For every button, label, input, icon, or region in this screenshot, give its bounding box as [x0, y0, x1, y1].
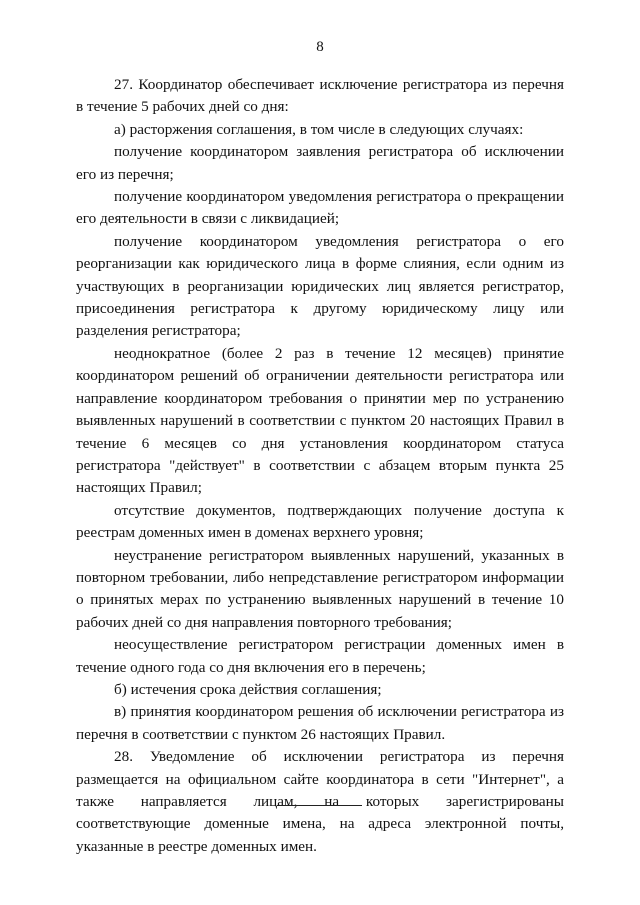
case-liquidation: получение координатором уведомления регистратора о прекращении его деятельности в связи с ликвидацией;	[76, 188, 564, 228]
case-missing-documents: отсутствие документов, подтверждающих получение доступа к реестрам доменных имен в доменах верхнего уровня;	[76, 501, 564, 542]
page-number: 8	[316, 39, 324, 55]
case-uncorrected-violations: неустранение регистратором выявленных нарушений, указанных в повторном требовании, либо непредставление регистратором информации о принятых мерах по устранению выявленных нарушений в течение 10 рабочих дней со дня направления повторного требования;	[76, 546, 564, 631]
case-repeated-restrictions: неоднократное (более 2 раз в течение 12 месяцев) принятие координатором решений об ограничении деятельности регистратора или направление координатором требования о принятии мер по устранению выявленных нарушений в соответствии с пунктом 20 настоящих Правил в течение 6 месяцев со дня установления координатором статуса регистратора "действует" в соответствии с абзацем вторым пункта 25 настоящих Правил;	[76, 344, 564, 497]
document-body	[76, 74, 564, 858]
clause-28: 28. Уведомление об исключении регистратора из перечня размещается на официальном сайте координатора в сети "Интернет", а также направляется лицам, на которых зарегистрированы соответствующие доменные имена, на адреса электронной почты, указанные в реестре доменных имен.	[76, 748, 564, 855]
case-reorganization: получение координатором уведомления регистратора о его реорганизации как юридического лица в форме слияния, если одним из участвующих в реорганизации юридических лиц является регистратор, присоединения регистратора к другому юридическому лицу или разделения регистратора;	[76, 232, 564, 340]
subclause-b: б) истечения срока действия соглашения;	[114, 680, 382, 698]
footer-divider	[277, 805, 362, 806]
subclause-c: в) принятия координатором решения об исключении регистратора из перечня в соответствии с пунктом 26 настоящих Правил.	[76, 703, 564, 743]
case-registrar-request: получение координатором заявления регистратора об исключении его из перечня;	[76, 143, 564, 183]
subclause-a: а) расторжения соглашения, в том числе в следующих случаях:	[114, 120, 524, 138]
case-no-registrations: неосуществление регистратором регистрации доменных имен в течение одного года со дня включения его в перечень;	[76, 636, 564, 676]
clause-27-intro: 27. Координатор обеспечивает исключение регистратора из перечня в течение 5 рабочих дней со дня:	[76, 76, 564, 116]
